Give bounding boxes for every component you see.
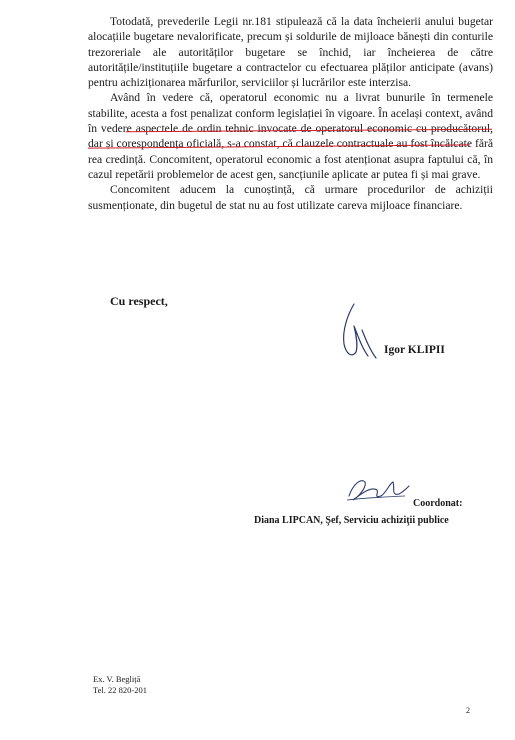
highlighted-line-1: Având în vedere că, operatorul economic nu a livrat bunurile în: [110, 91, 441, 105]
paragraph-rest: În același context, având în vedere aspectele de ordin tehnic invocate de operatorul economic cu producătorul, dar și corespondența oficială, s-a constat, că clauzele contractuale au fost încălcate fără rea credință. Concomitent, operatorul economic a fost atenționat asupra faptului că, în cazul repetării problemelor de acest gen, sancțiunile aplicate ar putea fi și mai grave.: [88, 106, 493, 181]
paragraph-funds-notice: Concomitent aducem la cunoștință, că urmare procedurilor de achiziții susmenționate, din bugetul de stat nu au fost utilizate careva mijloace financiare.: [88, 183, 493, 212]
coordination-person: Diana LIPCAN, Şef, Serviciu achiziţii publice: [254, 515, 449, 526]
signature-klipii: [340, 300, 380, 362]
closing-salutation: Cu respect,: [110, 294, 168, 308]
page-number: 2: [466, 706, 470, 715]
coordination-label: Coordonat:: [413, 498, 463, 509]
paragraph-operator-penalty: [88, 90, 493, 182]
signature-lipcan: [343, 470, 413, 504]
highlighted-line-2: termenele stabilite, acesta a fost penalizat conform legislației în vigoare.: [88, 91, 493, 120]
letter-body: [88, 14, 493, 213]
signatory-name: Igor KLIPII: [384, 344, 445, 356]
executor-info: [93, 674, 147, 696]
paragraph-legal-provisions: Totodată, prevederile Legii nr.181 stipulează că la data încheierii anului bugetar alocațiile bugetare nevalorificate, precum și soldurile de mijloace bănești din conturile trezoreriale ale autorităților bugetare se închid, iar încheierea de către autoritățile/instituțiile bugetare a contractelor cu efectuarea plăților anticipate (avans) pentru achiziționarea mărfurilor, serviciilor și lucrărilor este interzisa.: [88, 15, 493, 90]
executor-name: Ex. V. Begliță: [93, 674, 141, 684]
executor-phone: Tel. 22 820-201: [93, 685, 147, 695]
